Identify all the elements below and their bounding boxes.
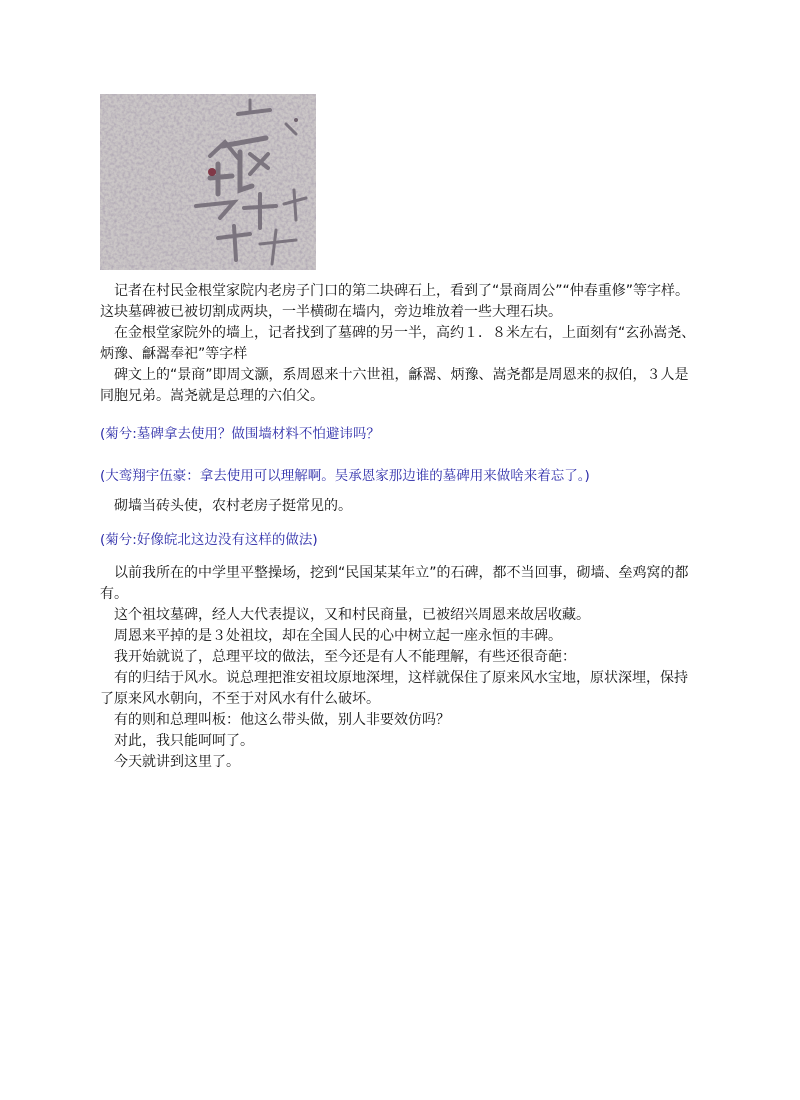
article-block-2 [100, 563, 700, 773]
reader-comment: (大鸾翔宇伍豪：拿去使用可以理解啊。吴承恩家那边谁的墓碑用来做啥来着忘了。) [100, 468, 590, 484]
paragraph: 在金根堂家院外的墙上，记者找到了墓碑的另一半，高约１．８米左右，上面刻有“玄孙嵩尧、炳豫、龢翯奉祀”等字样 [100, 325, 696, 362]
stone-inscription-photo [100, 94, 316, 270]
paragraph: 我开始就说了，总理平坟的做法，至今还是有人不能理解，有些还很奇葩： [114, 649, 576, 665]
reader-comment: (菊兮:好像皖北这边没有这样的做法) [100, 532, 318, 548]
reader-comment: (菊兮:墓碑拿去使用？做围墙材料不怕避讳吗？ [100, 426, 380, 442]
paragraph: 有的归结于风水。说总理把淮安祖坟原地深埋，这样就保住了原来风水宝地，原状深埋，保持了原来风水朝向，不至于对风水有什么破坏。 [100, 670, 688, 707]
paragraph: 砌墙当砖头使，农村老房子挺常见的。 [114, 498, 352, 514]
paragraph: 记者在村民金根堂家院内老房子门口的第二块碑石上，看到了“景商周公”“仲春重修”等字样。这块墓碑被已被切割成两块，一半横砌在墙内，旁边堆放着一些大理石块。 [100, 283, 690, 320]
paragraph: 有的则和总理叫板：他这么带头做，别人非要效仿吗？ [114, 712, 450, 728]
paragraph: 今天就讲到这里了。 [114, 754, 240, 770]
article-block-1 [100, 281, 700, 407]
paragraph: 周恩来平掉的是３处祖坟，却在全国人民的心中树立起一座永恒的丰碑。 [114, 628, 562, 644]
paragraph: 对此，我只能呵呵了。 [114, 733, 254, 749]
stone-texture-image [100, 94, 316, 270]
paragraph: 以前我所在的中学里平整操场，挖到“民国某某年立”的石碑，都不当回事，砌墙、垒鸡窝的都有。 [100, 565, 689, 602]
paragraph: 碑文上的“景商”即周文灏，系周恩来十六世祖，龢翯、炳豫、嵩尧都是周恩来的叔伯，３人是同胞兄弟。嵩尧就是总理的六伯父。 [100, 367, 689, 404]
paragraph: 这个祖坟墓碑，经人大代表提议，又和村民商量，已被绍兴周恩来故居收藏。 [114, 607, 590, 623]
